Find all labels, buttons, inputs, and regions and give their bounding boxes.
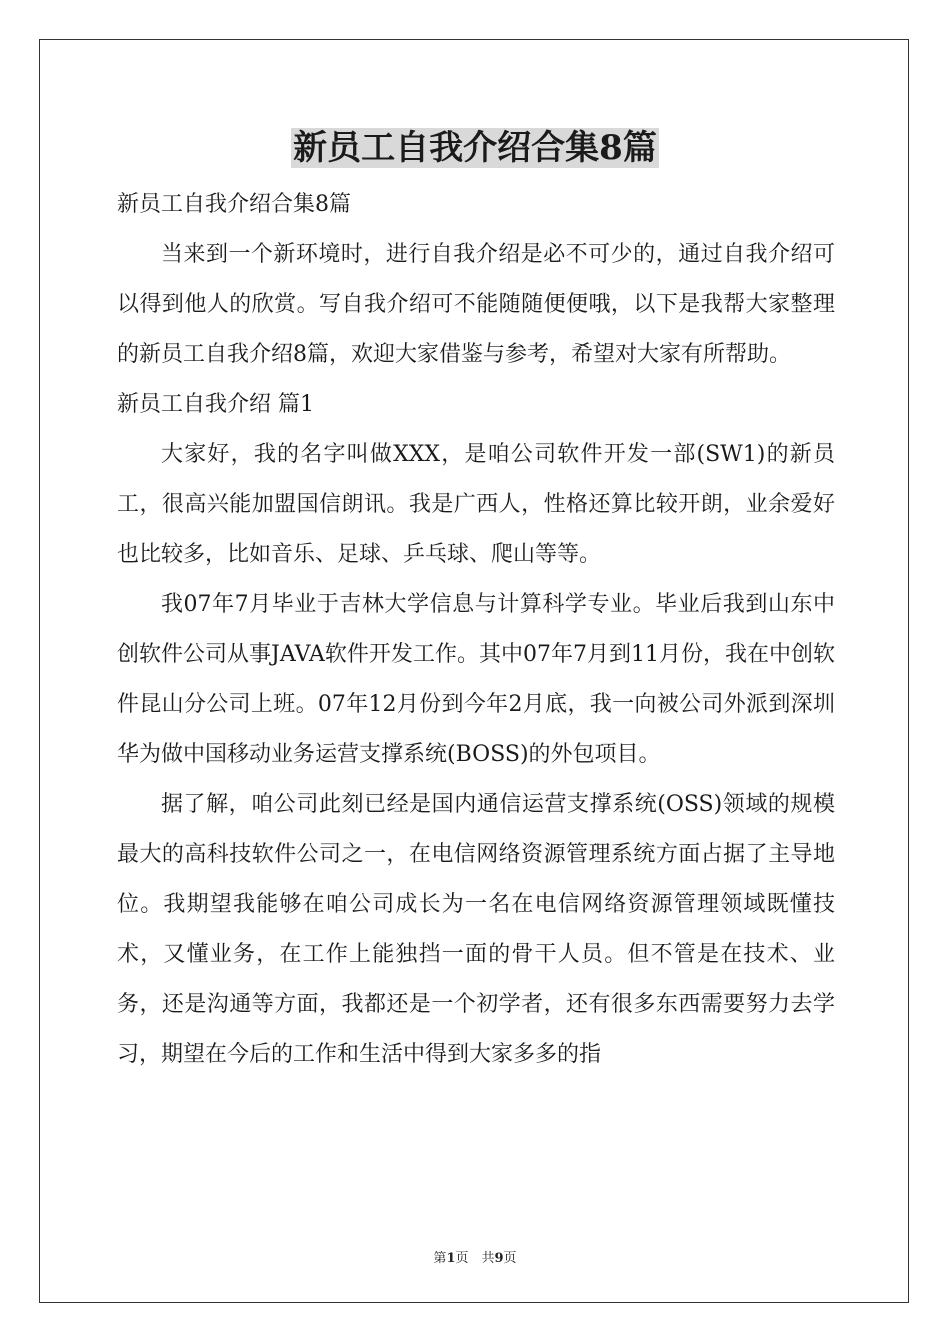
footer-current-page: 1 xyxy=(446,1251,456,1266)
footer-total-pages: 9 xyxy=(494,1251,504,1266)
paragraph: 新员工自我介绍 篇1 xyxy=(117,392,314,417)
document-title xyxy=(0,126,950,170)
footer-suffix: 页 xyxy=(503,1251,517,1266)
page-footer xyxy=(0,1247,950,1266)
paragraph: 大家好，我的名字叫做XXX，是咱公司软件开发一部(SW1)的新员工，很高兴能加盟国信朗讯。我是广西人，性格还算比较开朗，业余爱好也比较多，比如音乐、足球、乒乓球、爬山等等。 xyxy=(117,442,835,567)
paragraph: 据了解，咱公司此刻已经是国内通信运营支撑系统(OSS)领域的规模最大的高科技软件公司之一，在电信网络资源管理系统方面占据了主导地位。我期望我能够在咱公司成长为一名在电信网络资源管理领域既懂技术，又懂业务，在工作上能独挡一面的骨干人员。但不管是在技术、业务，还是沟通等方面，我都还是一个初学者，还有很多东西需要努力去学习，期望在今后的工作和生活中得到大家多多的指 xyxy=(117,792,835,1067)
document-body xyxy=(117,180,835,1080)
paragraph: 我07年7月毕业于吉林大学信息与计算科学专业。毕业后我到山东中创软件公司从事JAVA软件开发工作。其中07年7月到11月份，我在中创软件昆山分公司上班。07年12月份到今年2月底，我一向被公司外派到深圳华为做中国移动业务运营支撑系统(BOSS)的外包项目。 xyxy=(117,592,835,767)
document-title-text: 新员工自我介绍合集8篇 xyxy=(293,128,657,168)
footer-prefix: 第 xyxy=(433,1251,447,1266)
footer-mid: 页 共 xyxy=(455,1251,495,1266)
paragraph: 新员工自我介绍合集8篇 xyxy=(117,192,351,217)
paragraph: 当来到一个新环境时，进行自我介绍是必不可少的，通过自我介绍可以得到他人的欣赏。写自我介绍可不能随随便便哦，以下是我帮大家整理的新员工自我介绍8篇，欢迎大家借鉴与参考，希望对大家有所帮助。 xyxy=(117,242,835,367)
